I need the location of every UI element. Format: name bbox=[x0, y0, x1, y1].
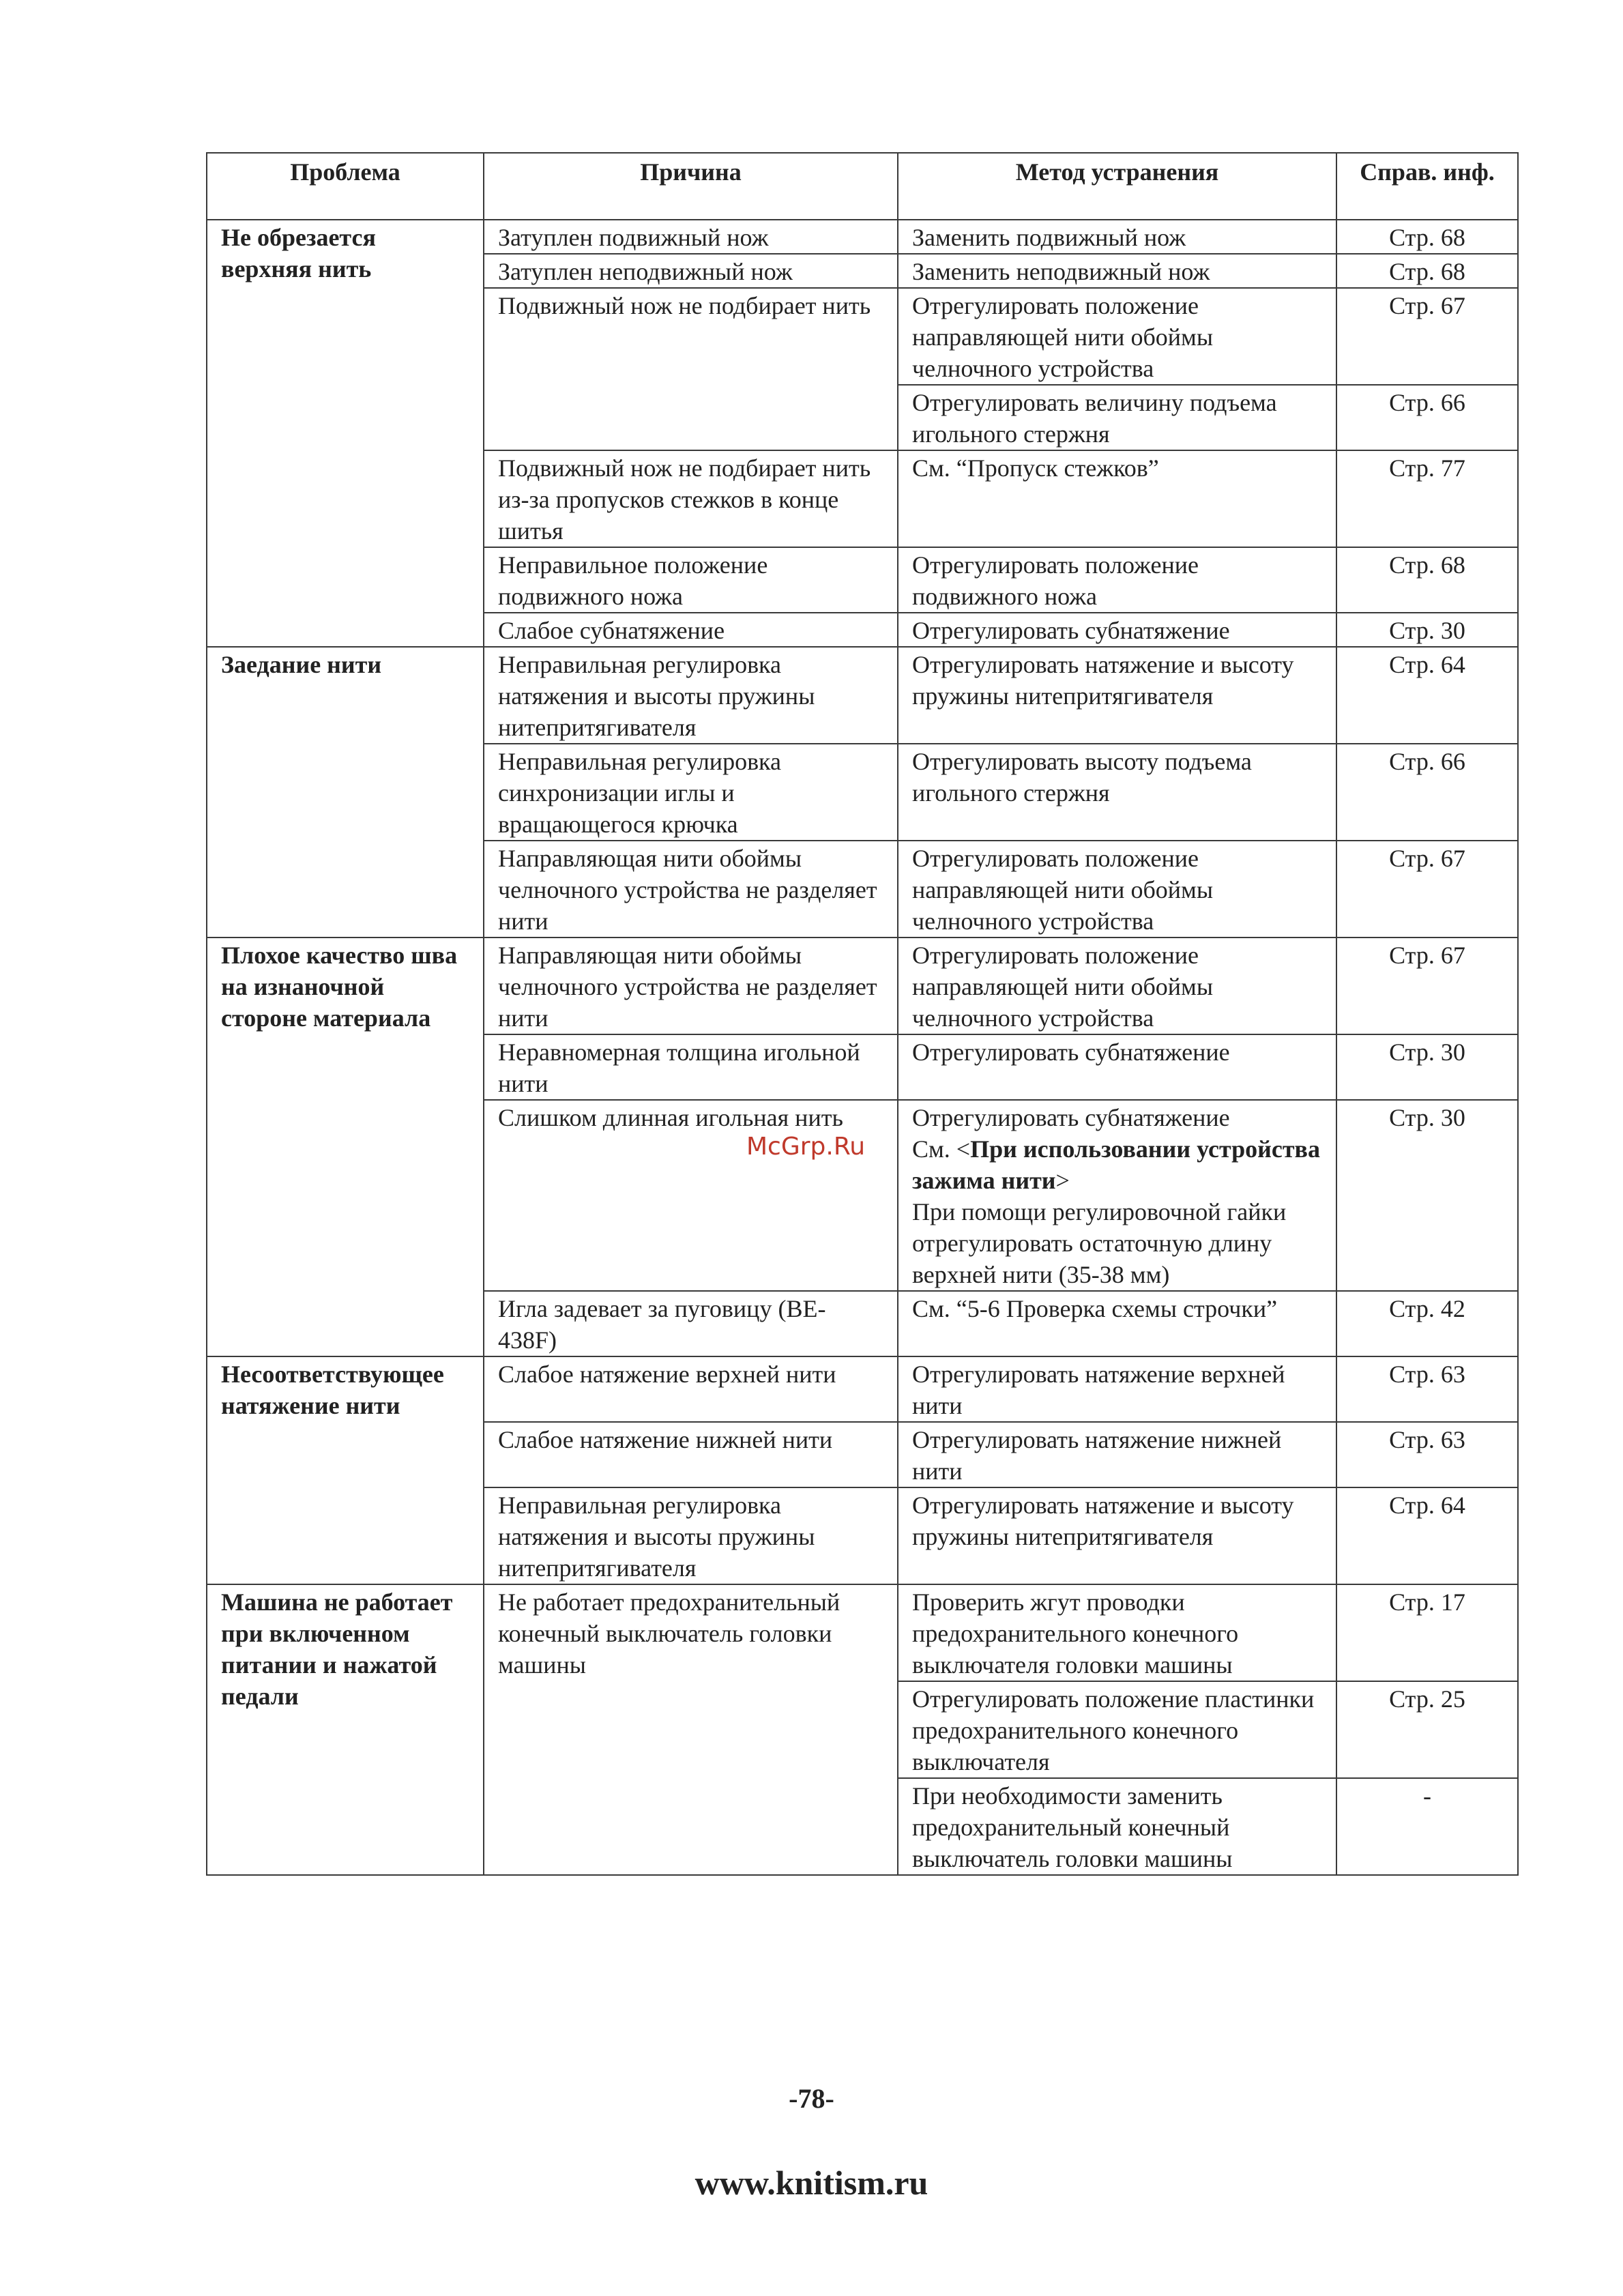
ref-cell: Стр. 67 bbox=[1336, 288, 1518, 385]
ref-cell: Стр. 64 bbox=[1336, 647, 1518, 744]
table-row bbox=[207, 938, 1518, 1034]
cause-cell: Не работает предохранительный конечный выключатель головки машины bbox=[484, 1584, 898, 1875]
cause-cell: Слабое субнатяжение bbox=[484, 613, 898, 647]
page-number: -78- bbox=[789, 2083, 834, 2114]
problem-cell: Заедание нити bbox=[207, 647, 484, 938]
cause-cell: Неправильная регулировка синхронизации иглы и вращающегося крючка bbox=[484, 744, 898, 841]
ref-cell: Стр. 30 bbox=[1336, 1100, 1518, 1291]
cause-cell: Неправильная регулировка натяжения и высоты пружины нитепритягивателя bbox=[484, 1487, 898, 1584]
header-problem: Проблема bbox=[207, 153, 484, 220]
method-cell: Отрегулировать положение направляющей нити обоймы челночного устройства bbox=[898, 288, 1336, 385]
problem-cell: Плохое качество шва на изнаночной стороне материала bbox=[207, 938, 484, 1356]
ref-cell: Стр. 68 bbox=[1336, 254, 1518, 288]
ref-cell: Стр. 63 bbox=[1336, 1422, 1518, 1487]
troubleshooting-table bbox=[206, 152, 1519, 1876]
ref-cell: Стр. 64 bbox=[1336, 1487, 1518, 1584]
method-cell: Отрегулировать положение подвижного ножа bbox=[898, 547, 1336, 613]
cause-cell: Затуплен неподвижный нож bbox=[484, 254, 898, 288]
method-cell: Отрегулировать положение направляющей нити обоймы челночного устройства bbox=[898, 938, 1336, 1034]
table-row bbox=[207, 220, 1518, 254]
cause-cell: Подвижный нож не подбирает нить из-за пропусков стежков в конце шитья bbox=[484, 450, 898, 547]
header-cause: Причина bbox=[484, 153, 898, 220]
ref-cell: Стр. 17 bbox=[1336, 1584, 1518, 1681]
see-title: При использовании устройства зажима нити bbox=[912, 1135, 1320, 1194]
cause-cell: Слишком длинная игольная нить bbox=[484, 1100, 898, 1291]
method-cell: Проверить жгут проводки предохранительного конечного выключателя головки машины bbox=[898, 1584, 1336, 1681]
method-cell: При необходимости заменить предохранительный конечный выключатель головки машины bbox=[898, 1778, 1336, 1875]
cause-cell: Направляющая нити обоймы челночного устройства не разделяет нити bbox=[484, 841, 898, 938]
method-cell bbox=[898, 1100, 1336, 1291]
problem-cell: Не обрезается верхняя нить bbox=[207, 220, 484, 647]
ref-cell: Стр. 67 bbox=[1336, 938, 1518, 1034]
cause-cell: Неправильное положение подвижного ножа bbox=[484, 547, 898, 613]
ref-cell: Стр. 66 bbox=[1336, 744, 1518, 841]
cause-cell: Неравномерная толщина игольной нити bbox=[484, 1034, 898, 1100]
method-cell: Заменить подвижный нож bbox=[898, 220, 1336, 254]
method-cell: Отрегулировать натяжение нижней нити bbox=[898, 1422, 1336, 1487]
cause-cell: Игла задевает за пуговицу (BE-438F) bbox=[484, 1291, 898, 1356]
ref-cell: Стр. 68 bbox=[1336, 547, 1518, 613]
method-cell: Отрегулировать положение пластинки предохранительного конечного выключателя bbox=[898, 1681, 1336, 1778]
ref-cell: Стр. 66 bbox=[1336, 385, 1518, 450]
method-cell: Отрегулировать натяжение и высоту пружины нитепритягивателя bbox=[898, 647, 1336, 744]
ref-cell: Стр. 42 bbox=[1336, 1291, 1518, 1356]
cause-cell: Направляющая нити обоймы челночного устройства не разделяет нити bbox=[484, 938, 898, 1034]
problem-cell: Машина не работает при включенном питании и нажатой педали bbox=[207, 1584, 484, 1875]
method-cell: Отрегулировать величину подъема игольного стержня bbox=[898, 385, 1336, 450]
website-footer: www.knitism.ru bbox=[694, 2164, 929, 2202]
ref-cell: Стр. 68 bbox=[1336, 220, 1518, 254]
table-header-row bbox=[207, 153, 1518, 220]
ref-cell: Стр. 30 bbox=[1336, 613, 1518, 647]
cause-cell: Слабое натяжение нижней нити bbox=[484, 1422, 898, 1487]
ref-cell: Стр. 77 bbox=[1336, 450, 1518, 547]
ref-cell: Стр. 25 bbox=[1336, 1681, 1518, 1778]
ref-cell: - bbox=[1336, 1778, 1518, 1875]
header-ref: Справ. инф. bbox=[1336, 153, 1518, 220]
cause-cell: Неправильная регулировка натяжения и высоты пружины нитепритягивателя bbox=[484, 647, 898, 744]
method-line: Отрегулировать субнатяжение bbox=[912, 1104, 1230, 1131]
method-cell: Отрегулировать натяжение и высоту пружины нитепритягивателя bbox=[898, 1487, 1336, 1584]
method-cell: Отрегулировать субнатяжение bbox=[898, 1034, 1336, 1100]
cause-cell: Подвижный нож не подбирает нить bbox=[484, 288, 898, 450]
table-row bbox=[207, 1356, 1518, 1422]
method-cell: Отрегулировать высоту подъема игольного стержня bbox=[898, 744, 1336, 841]
method-cell: См. “5-6 Проверка схемы строчки” bbox=[898, 1291, 1336, 1356]
method-cell: Отрегулировать натяжение верхней нити bbox=[898, 1356, 1336, 1422]
problem-cell: Несоответствующее натяжение нити bbox=[207, 1356, 484, 1584]
watermark: McGrp.Ru bbox=[746, 1133, 866, 1161]
method-cell: Отрегулировать положение направляющей нити обоймы челночного устройства bbox=[898, 841, 1336, 938]
method-cell: См. “Пропуск стежков” bbox=[898, 450, 1336, 547]
see-suffix: > bbox=[1055, 1167, 1070, 1194]
table-row bbox=[207, 647, 1518, 744]
ref-cell: Стр. 63 bbox=[1336, 1356, 1518, 1422]
method-see-reference bbox=[912, 1133, 1322, 1196]
header-method: Метод устранения bbox=[898, 153, 1336, 220]
method-cell: Заменить неподвижный нож bbox=[898, 254, 1336, 288]
table-row bbox=[207, 1584, 1518, 1681]
method-line: При помощи регулировочной гайки отрегулировать остаточную длину верхней нити (35-38 мм) bbox=[912, 1198, 1287, 1288]
cause-cell: Слабое натяжение верхней нити bbox=[484, 1356, 898, 1422]
see-prefix: См. < bbox=[912, 1135, 971, 1163]
ref-cell: Стр. 67 bbox=[1336, 841, 1518, 938]
ref-cell: Стр. 30 bbox=[1336, 1034, 1518, 1100]
cause-cell: Затуплен подвижный нож bbox=[484, 220, 898, 254]
method-cell: Отрегулировать субнатяжение bbox=[898, 613, 1336, 647]
